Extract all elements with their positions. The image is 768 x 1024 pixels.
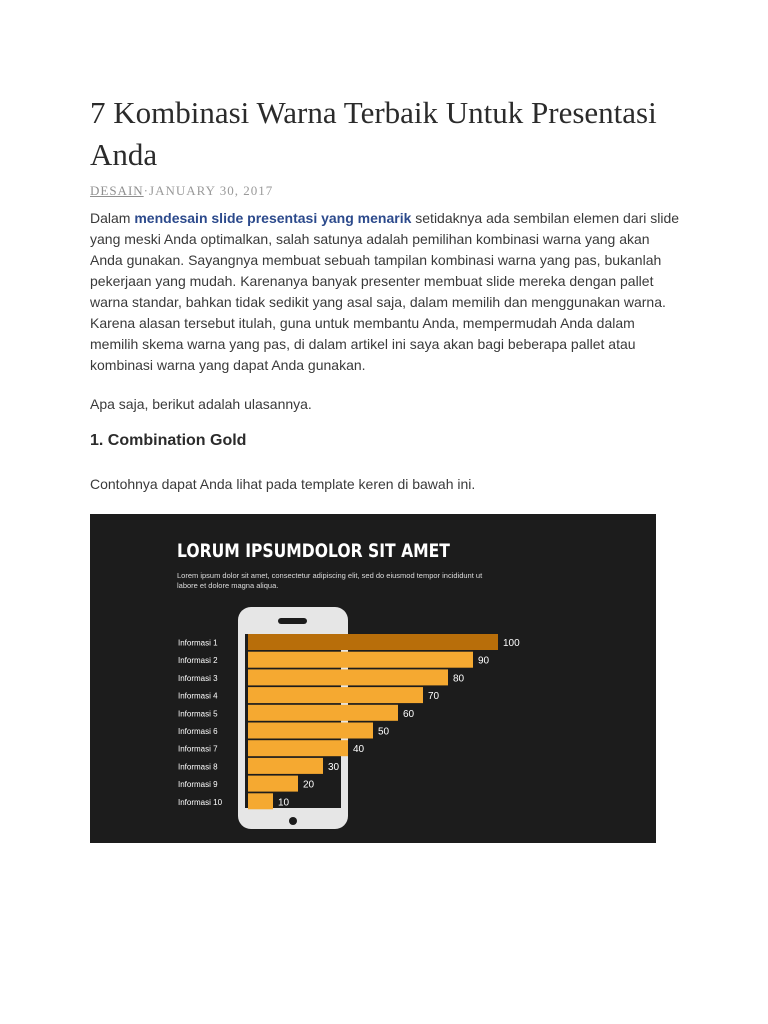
review-intro-paragraph: Apa saja, berikut adalah ulasannya. (90, 396, 312, 412)
bar-4 (248, 687, 423, 703)
figure-title: LORUM IPSUMDOLOR SIT AMET (177, 540, 450, 562)
category-label-2: Informasi 2 (178, 656, 218, 666)
category-label-8: Informasi 8 (178, 762, 218, 772)
category-label-7: Informasi 7 (178, 744, 218, 754)
category-link[interactable]: DESAIN (90, 183, 144, 198)
value-label-4: 70 (428, 691, 440, 703)
intro-text-start: Dalam (90, 210, 135, 226)
bar-10 (248, 793, 273, 809)
slide-design-link[interactable]: mendesain slide presentasi yang menarik (134, 210, 412, 226)
article-meta (90, 183, 273, 199)
category-label-1: Informasi 1 (178, 638, 218, 648)
intro-text-end: setidaknya ada sembilan elemen dari slide yang meski Anda optimalkan, salah satunya adalah pemilihan kombinasi warna yang akan Anda gunakan. Sayangnya membuat sebuah tampilan kombinasi warna yang pas, bukanlah pekerjaan yang mudah. Karenanya banyak presenter membuat slide mereka dengan pallet warna standar, bahkan tidak sedikit yang asal saja, dalam memilih dan menggunakan warna. Karena alasan tersebut itulah, guna untuk membantu Anda, mempermudah Anda dalam memilih skema warna yang pas, di dalam artikel ini saya akan bagi beberapa pallet atau kombinasi warna yang dapat Anda gunakan. (90, 210, 680, 373)
bar-7 (248, 740, 348, 756)
bar-6 (248, 723, 373, 739)
value-label-9: 20 (303, 779, 315, 791)
value-label-1: 100 (503, 638, 520, 649)
value-label-3: 80 (453, 673, 465, 685)
bar-9 (248, 776, 298, 792)
meta-separator: · (143, 183, 150, 198)
category-label-6: Informasi 6 (178, 727, 218, 736)
phone-speaker (278, 618, 307, 624)
phone-home-button (289, 817, 297, 825)
bar-8 (248, 758, 323, 774)
value-label-7: 40 (353, 744, 365, 756)
section-heading: 1. Combination Gold (90, 432, 247, 449)
bar-1 (248, 634, 498, 650)
category-label-9: Informasi 9 (178, 780, 218, 790)
category-label-3: Informasi 3 (178, 673, 218, 683)
intro-paragraph (90, 208, 680, 376)
bar-5 (248, 705, 398, 721)
bar-3 (248, 669, 448, 685)
bar-chart (90, 514, 656, 843)
value-label-10: 10 (278, 797, 290, 809)
value-label-2: 90 (478, 655, 490, 667)
category-label-4: Informasi 4 (178, 691, 218, 701)
article-title: 7 Kombinasi Warna Terbaik Untuk Presentasi Anda (90, 95, 657, 172)
template-image (90, 514, 656, 843)
publish-date: JANUARY 30, 2017 (149, 183, 274, 198)
figure-subtitle: Lorem ipsum dolor sit amet, consectetur adipiscing elit, sed do eiusmod tempor incididunt ut labore et dolore magna aliqua. (177, 571, 483, 590)
category-label-5: Informasi 5 (178, 709, 218, 719)
template-paragraph: Contohnya dapat Anda lihat pada template keren di bawah ini. (90, 476, 476, 492)
bar-2 (248, 652, 473, 668)
value-label-5: 60 (403, 708, 415, 720)
value-label-8: 30 (328, 761, 340, 773)
value-label-6: 50 (378, 726, 390, 738)
category-label-10: Informasi 10 (178, 797, 223, 807)
